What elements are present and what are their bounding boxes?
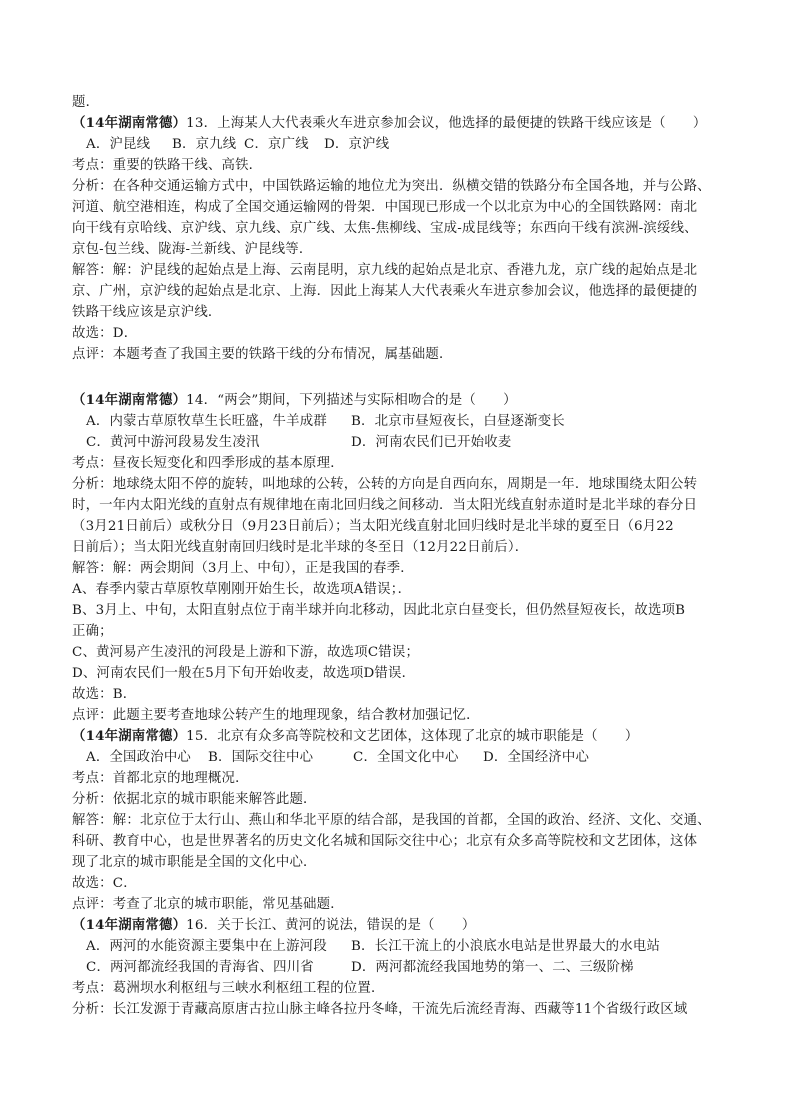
option-b: B．国际交往中心 [208, 750, 314, 765]
key-point: 考点：葛洲坝水利枢纽与三峡水利枢纽工程的位置． [72, 981, 385, 996]
answer-line: 现了北京的城市职能是全国的文化中心． [72, 855, 317, 870]
analysis-line: （3月21日前后）或秋分日（9月23日前后）；当太阳光线直射北回归线时是北半球的夏至日（6月22 [72, 519, 674, 534]
answer-line: C、黄河易产生凌汛的河段是上游和下游，故选项C错误； [72, 645, 420, 660]
answer-line: A、春季内蒙古草原牧草刚刚开始生长，故选项A错误；． [72, 582, 412, 597]
answer-line: 铁路干线应该是京沪线． [72, 305, 222, 320]
answer-line: 解答：解：北京位于太行山、燕山和华北平原的结合部，是我国的首都，全国的政治、经济、文化、交通、 [72, 813, 711, 828]
answer-line: 京、广州，京沪线的起始点是北京、上海．因此上海某人大代表乘火车进京参加会议，他选择的最便捷的 [72, 284, 698, 299]
answer-line: 解答：解：沪昆线的起始点是上海、云南昆明，京九线的起始点是北京、香港九龙，京广线的起始点是北 [72, 263, 698, 278]
question-13-stem: （14年湖南常德）13．上海某人大代表乘火车进京参加会议，他选择的最便捷的铁路干线应该是（ ） [72, 115, 707, 131]
document-page [72, 92, 732, 1020]
option-a: A．内蒙古草原牧草生长旺盛，牛羊成群 [86, 414, 327, 429]
question-13-options [72, 134, 732, 155]
answer-line: D、河南农民们一般在5月下旬开始收麦，故选项D错误． [72, 666, 416, 681]
analysis-line: 分析：依据北京的城市职能来解答此题． [72, 792, 317, 807]
answer-line: 正确； [72, 624, 113, 639]
question-14-options-row-1 [72, 411, 732, 432]
answer-line: 科研、教育中心，也是世界著名的历史文化名城和国际交往中心；北京有众多高等院校和文艺团体，这体 [72, 834, 698, 849]
option-c: C．黄河中游河段易发生凌汛 [86, 435, 260, 450]
question-15-options [72, 747, 732, 768]
analysis-line: 分析：在各种交通运输方式中，中国铁路运输的地位尤为突出．纵横交错的铁路分布全国各地，并与公路、 [72, 179, 711, 194]
analysis-line: 河道、航空港相连，构成了全国交通运输网的骨架．中国现已形成一个以北京为中心的全国铁路网：南北 [72, 200, 698, 215]
choice-result: 故选：C． [72, 876, 137, 891]
option-a: A．沪昆线 [86, 137, 151, 152]
question-15-stem: （14年湖南常德）15．北京有众多高等院校和文艺团体，这体现了北京的城市职能是（ ） [72, 728, 639, 744]
analysis-line: 时，一年内太阳光线的直射点有规律地在南北回归线之间移动．当太阳光线直射赤道时是北半球的春分日 [72, 498, 698, 513]
option-b: B．京九线 [172, 137, 237, 152]
key-point: 考点：昼夜长短变化和四季形成的基本原理． [72, 456, 344, 471]
analysis-line: 分析：地球绕太阳不停的旋转，叫地球的公转，公转的方向是自西向东，周期是一年．地球围绕太阳公转 [72, 477, 698, 492]
question-source: （14年湖南常德） [72, 115, 187, 131]
analysis-line: 日前后）；当太阳光线直射南回归线时是北半球的冬至日（12月22日前后）． [72, 540, 529, 555]
key-point: 考点：首都北京的地理概况． [72, 771, 249, 786]
answer-line: B、3月上、中旬，太阳直射点位于南半球并向北移动，因此北京白昼变长，但仍然昼短夜长，故选项B [72, 603, 686, 618]
option-b: B．长江干流上的小浪底水电站是世界最大的水电站 [351, 939, 661, 954]
question-16-stem: （14年湖南常德）16．关于长江、黄河的说法，错误的是（ ） [72, 917, 476, 933]
question-source: （14年湖南常德） [72, 917, 187, 933]
analysis-line: 向干线有京哈线、京沪线、京九线、京广线、太焦-焦柳线、宝成-成昆线等；东西向干线有滨洲-滨绥线、 [72, 221, 698, 236]
option-d: D．两河都流经我国地势的第一、二、三级阶梯 [351, 960, 634, 975]
analysis-line: 分析：长江发源于青藏高原唐古拉山脉主峰各拉丹冬峰，干流先后流经青海、西藏等11个省级行政区域 [72, 1002, 688, 1017]
choice-result: 故选：B． [72, 687, 137, 702]
comment: 点评：本题考查了我国主要的铁路干线的分布情况，属基础题． [72, 347, 453, 362]
comment: 点评：此题主要考查地球公转产生的地理现象，结合教材加强记忆． [72, 708, 480, 723]
analysis-line: 京包-包兰线、陇海-兰新线、沪昆线等． [72, 242, 313, 257]
question-16-options-row-1 [72, 936, 732, 957]
question-14-options-row-2 [72, 432, 732, 453]
option-a: A．全国政治中心 [86, 750, 192, 765]
question-source: （14年湖南常德） [72, 392, 187, 408]
question-source: （14年湖南常德） [72, 728, 187, 744]
option-c: C．全国文化中心 [353, 750, 459, 765]
question-14-stem: （14年湖南常德）14．“两会”期间，下列描述与实际相吻合的是（ ） [72, 392, 517, 408]
key-point: 考点：重要的铁路干线、高铁． [72, 158, 263, 173]
option-d: D．河南农民们已开始收麦 [351, 435, 512, 450]
option-b: B．北京市昼短夜长，白昼逐渐变长 [351, 414, 565, 429]
answer-line: 解答：解：两会期间（3月上、中旬），正是我国的春季． [72, 561, 414, 576]
choice-result: 故选：D． [72, 326, 138, 341]
option-a: A．两河的水能资源主要集中在上游河段 [86, 939, 327, 954]
option-d: D．京沪线 [324, 137, 390, 152]
spacer [72, 365, 732, 386]
option-d: D．全国经济中心 [483, 750, 590, 765]
text-line: 题． [72, 95, 100, 110]
question-16-options-row-2 [72, 957, 732, 978]
comment: 点评：考查了北京的城市职能，常见基础题． [72, 897, 344, 912]
option-c: C．京广线 [244, 137, 309, 152]
option-c: C．两河都流经我国的青海省、四川省 [86, 960, 314, 975]
